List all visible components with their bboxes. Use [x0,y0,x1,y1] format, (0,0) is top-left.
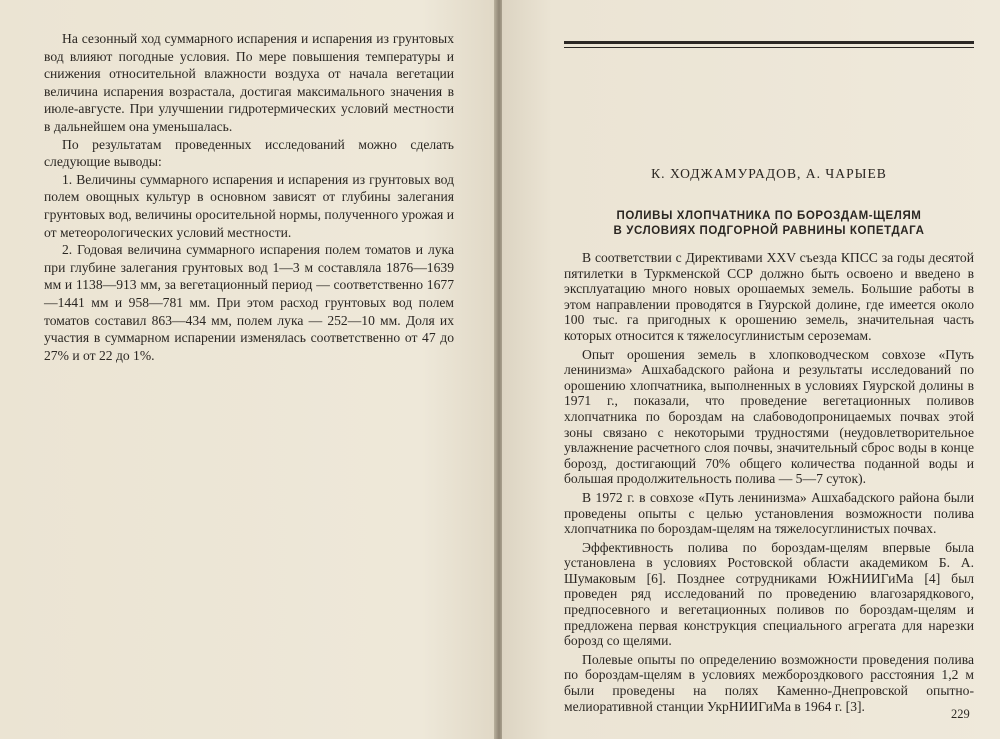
paragraph: 1. Величины суммарного испарения и испарения из грунтовых вод полем овощных культур в основном зависят от глубины залегания грунтовых вод, величины оросительной нормы, полученного урожая и от метеорологических условий местности. [44,171,454,240]
article-title [564,209,974,239]
header-rule [564,41,974,44]
paragraph: Эффективность полива по бороздам-щелям впервые была установлена в условиях Ростовской области академиком Б. А. Шумаковым [6]. Позднее сотрудниками ЮжНИИГиМа [4] был проведен ряд исследований по проведению влагозарядкового, предпосевного и вегетационных поливов по бороздам-щелям и предложена первая конструкция специального агрегата для нарезки борозд со щелями. [564,539,974,649]
left-page-text [44,30,454,364]
title-line: В УСЛОВИЯХ ПОДГОРНОЙ РАВНИНЫ КОПЕТДАГА [613,225,925,237]
paragraph: В соответствии с Директивами XXV съезда КПСС за годы десятой пятилетки в Туркменской ССР должно быть освоено и введено в эксплуатацию много новых орошаемых земель. Большие работы в этом направлении проводятся в Гяурской долине, где имеется около 100 тыс. га пригодных к орошению земель, значительная часть которых относится к тяжелосуглинистым сероземам. [564,250,974,343]
paragraph: 2. Годовая величина суммарного испарения полем томатов и лука при глубине залегания грунтовых вод 1—3 м составляла 1876—1639 мм и 1138—913 мм, за вегетационный период — соответственно 1677—1441 мм и 958—781 мм. При этом расход грунтовых вод полем томатов составил 863—434 мм, полем лука — 252—10 мм. Доля их участия в суммарном испарении изменялась соответственно от 47 до 27% и от 22 до 1%. [44,242,454,363]
paragraph: По результатам проведенных исследований можно сделать следующие выводы: [44,136,454,170]
paragraph: В 1972 г. в совхозе «Путь ленинизма» Ашхабадского района были проведены опыты с целью установления возможности полива хлопчатника по бороздам-щелям на тяжелосуглинистых почвах. [564,489,974,537]
left-page [0,0,496,739]
paragraph: Полевые опыты по определению возможности проведения полива по бороздам-щелям в условиях межбороздкового расстояния 1,2 м были проведены на полях Каменно-Днепровской опытно-мелиоративной станции УкрНИИГиМа в 1964 г. [3]. [564,651,974,714]
paragraph: Опыт орошения земель в хлопководческом совхозе «Путь ленинизма» Ашхабадского района и результаты исследований по орошению хлопчатника, выполненных в условиях Гяурской долины в 1971 г., показали, что проведение вегетационных поливов хлопчатника по бороздам на слабоводопроницаемых почвах этой зоны связано с некоторыми трудностями (неудовлетворительное увлажнение расчетного слоя почвы, значительный сброс воды в конце борозд, достигающий 70% общего количества поданной воды и большая продолжительность полива — 5—7 суток). [564,346,974,487]
header-rule-thin [564,47,974,48]
page-number: 229 [951,707,970,721]
paragraph: На сезонный ход суммарного испарения и испарения из грунтовых вод влияют погодные условия. По мере повышения температуры и снижения относительной влажности воздуха от начала вегетации величина испарения возрастала, достигая максимального значения в июле-августе. При улучшении гидротермических условий местности в дальнейшем она уменьшалась. [44,31,454,134]
right-page [502,0,1000,739]
right-page-text [564,250,974,717]
title-line: ПОЛИВЫ ХЛОПЧАТНИКА ПО БОРОЗДАМ-ЩЕЛЯМ [616,210,922,222]
article-authors: К. ХОДЖАМУРАДОВ, А. ЧАРЫЕВ [651,166,887,181]
